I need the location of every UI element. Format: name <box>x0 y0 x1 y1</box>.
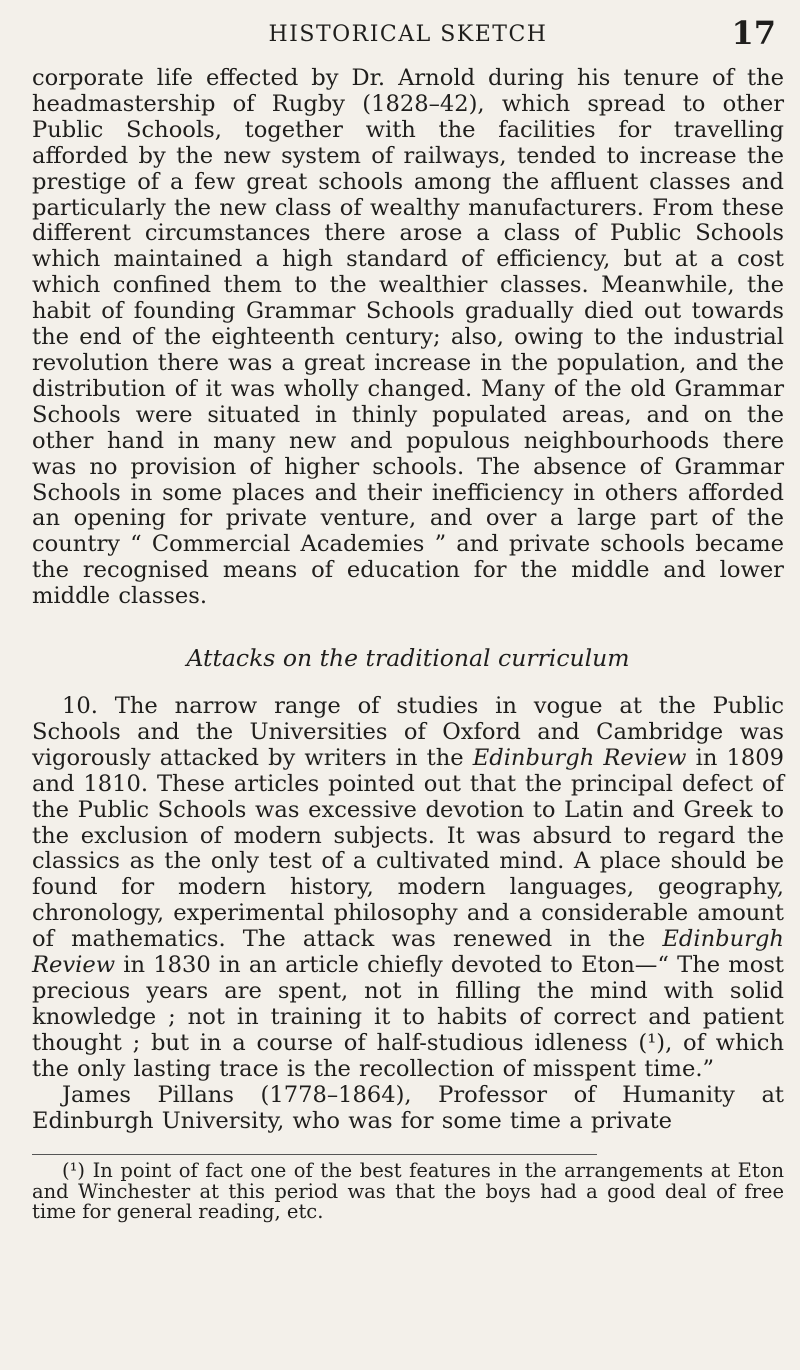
body-paragraph-1: corporate life effected by Dr. Arnold during his tenure of the headmastership of Rugby (1828–42), which spread to other Public Schools, together with the facilities for travelling afforded by the new system of railways, tended to increase the prestige of a few great schools among the affluent classes and particularly the new class of wealthy manufacturers. From these different circumstances there arose a class of Public Schools which maintained a high standard of efficiency, but at a cost which confined them to the wealthier classes. Meanwhile, the habit of founding Grammar Schools gradually died out towards the end of the eighteenth century; also, owing to the industrial revolution there was a great increase in the population, and the distribution of it was wholly changed. Many of the old Grammar Schools were situated in thinly populated areas, and on the other hand in many new and populous neighbourhoods there was no provision of higher schools. The absence of Grammar Schools in some places and their inefficiency in others afforded an opening for private venture, and over a large part of the country “ Commercial Academies ” and private schools became the recognised means of education for the middle and lower middle classes. <box>32 65 784 610</box>
journal-title-1: Edinburgh Review <box>472 744 687 771</box>
journal-title-2: Edinburgh Review <box>32 926 784 979</box>
paragraph-2-text-c: in 1830 in an article chiefly devoted to Eton—“ The most precious years are spent, not in filling the mind with solid knowledge ; not in training it to habits of correct and patient thought ; but in a course of half-studious idleness (¹), of which the only lasting trace is the recollection of misspent time.” <box>32 952 784 1082</box>
book-page <box>32 0 784 1223</box>
paragraph-2-text-a: 10. The narrow range of studies in vogue at the Public Schools and the Universities of Oxford and Cambridge was vigorously attacked by writers in the <box>32 693 784 771</box>
page-number: 17 <box>731 14 776 52</box>
running-title: HISTORICAL SKETCH <box>268 22 548 47</box>
footnote: (¹) In point of fact one of the best features in the arrangements at Eton and Winchester at this period was that the boys had a good deal of free time for general reading, etc. <box>32 1159 784 1224</box>
running-head <box>32 0 784 66</box>
section-heading: Attacks on the traditional curriculum <box>186 644 630 673</box>
body-paragraph-3: James Pillans (1778–1864), Professor of Humanity at Edinburgh University, who was for some time a private <box>32 1081 784 1134</box>
body-paragraph-2 <box>32 694 784 1083</box>
footnote-rule <box>32 1154 597 1155</box>
paragraph-2-text-b: in 1809 and 1810. These articles pointed out that the principal defect of the Public Schools was excessive devotion to Latin and Greek to the exclusion of modern subjects. It was absurd to regard the classics as the only test of a cultivated mind. A place should be found for modern history, modern languages, geography, chronology, experimental philosophy and a considerable amount of mathematics. The attack was renewed in the <box>32 744 785 953</box>
